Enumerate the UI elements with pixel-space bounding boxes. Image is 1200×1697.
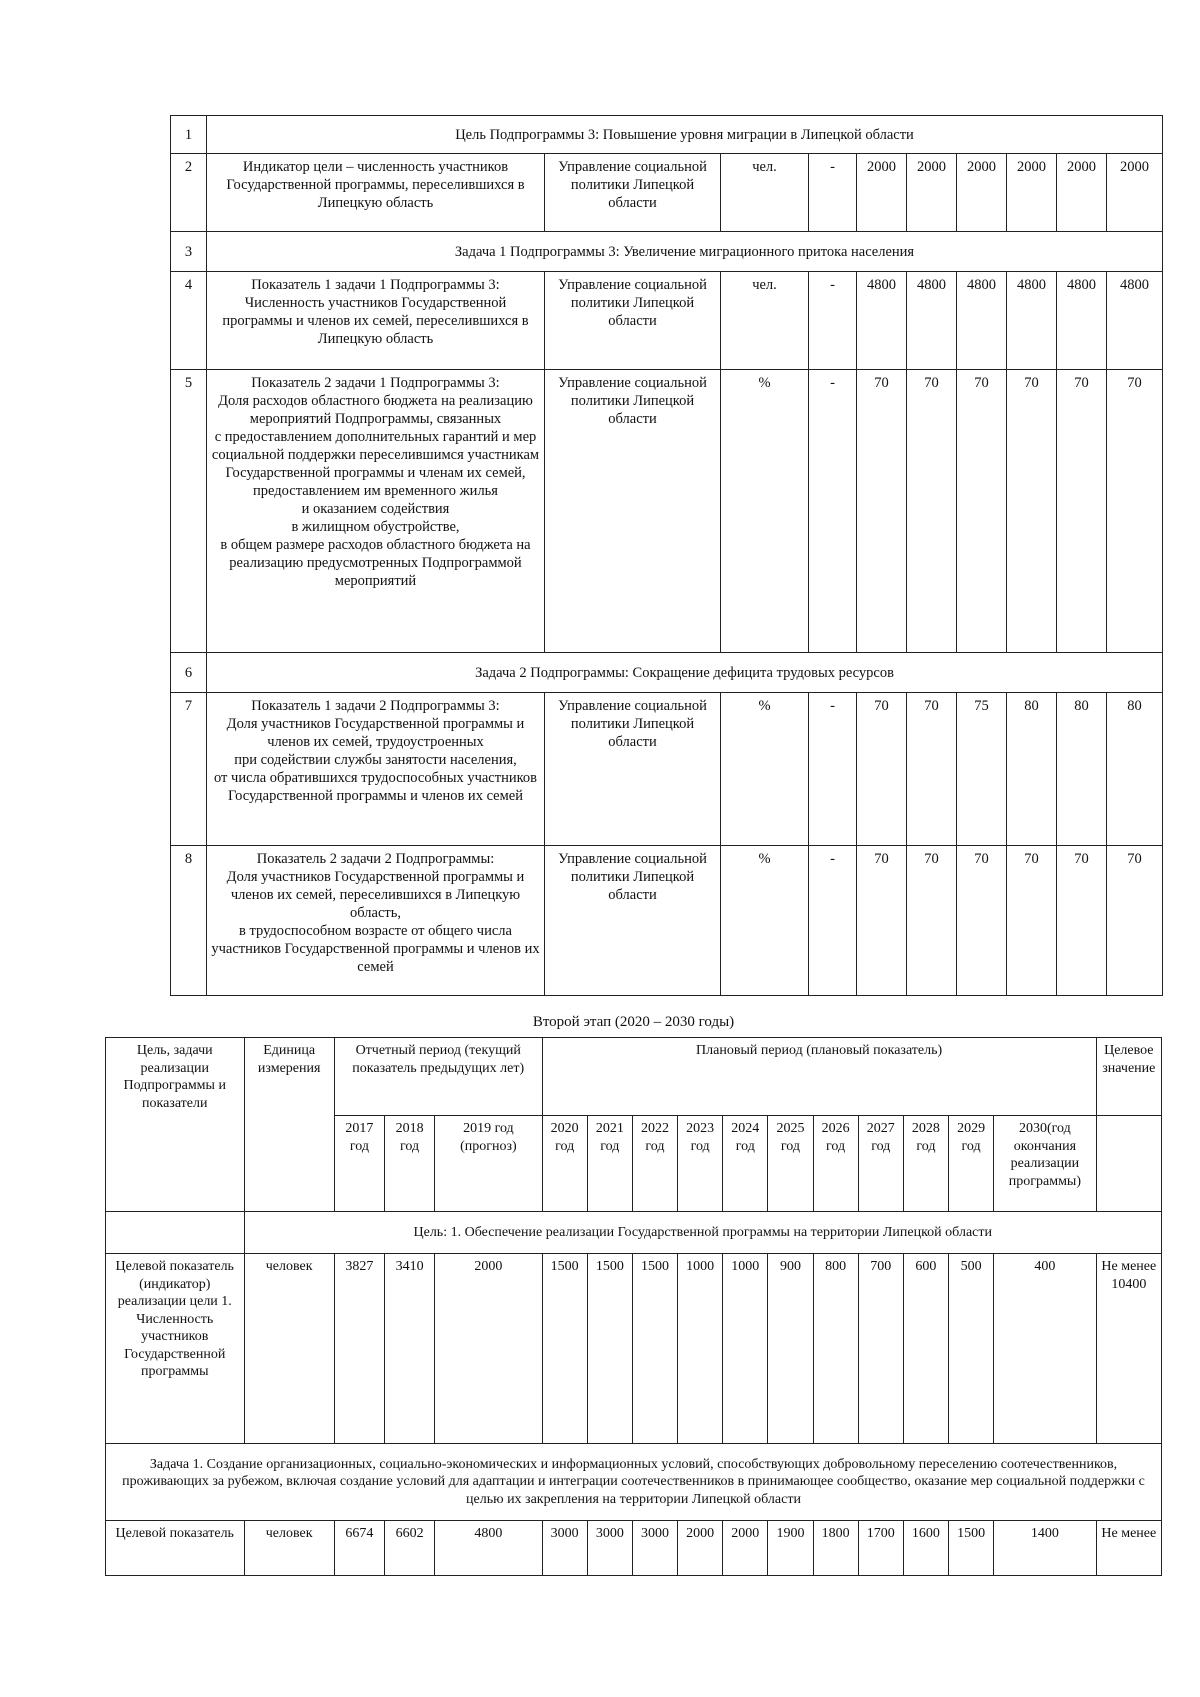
indicator-name: Показатель 1 задачи 1 Подпрограммы 3: Численность участников Государственной программы и членов их семей, переселившихся в Липецкую область <box>207 272 545 370</box>
value: 3827 <box>334 1254 384 1444</box>
year-value: 2000 <box>1057 154 1107 232</box>
value: 3410 <box>385 1254 435 1444</box>
value: 1900 <box>768 1521 813 1576</box>
row-number: 3 <box>171 232 207 272</box>
row-number: 6 <box>171 653 207 693</box>
value: 3000 <box>587 1521 632 1576</box>
table1-row <box>171 370 1163 653</box>
value: 1400 <box>994 1521 1097 1576</box>
responsible-org: Управление социальной политики Липецкой области <box>545 154 721 232</box>
unit: % <box>721 846 809 996</box>
stage2-task-text: Задача 1. Создание организационных, социально-экономических и информационных условий, способствующих добровольному переселению соотечественников, проживающих за рубежом, включая создание условий для адаптации и интеграции соотечественников в принимающее сообщество, оказание мер социальной поддержки с целью их закрепления на территории Липецкой области <box>106 1444 1162 1521</box>
responsible-org: Управление социальной политики Липецкой области <box>545 370 721 653</box>
year-header: 2023 год <box>678 1116 723 1212</box>
year-header: 2027 год <box>858 1116 903 1212</box>
stage2-task-row <box>106 1444 1162 1521</box>
year-header: 2022 год <box>632 1116 677 1212</box>
base-value: - <box>809 272 857 370</box>
year-header: 2030(год окончания реализации программы) <box>994 1116 1097 1212</box>
target-value: Не менее <box>1096 1521 1161 1576</box>
value: 900 <box>768 1254 813 1444</box>
indicator-name: Целевой показатель <box>106 1521 245 1576</box>
value: 3000 <box>542 1521 587 1576</box>
year-value: 4800 <box>1007 272 1057 370</box>
value: 600 <box>903 1254 948 1444</box>
value: 3000 <box>632 1521 677 1576</box>
year-header: 2020 год <box>542 1116 587 1212</box>
year-header: 2026 год <box>813 1116 858 1212</box>
year-header: 2028 год <box>903 1116 948 1212</box>
table1-goal-row <box>171 116 1163 154</box>
responsible-org: Управление социальной политики Липецкой области <box>545 846 721 996</box>
indicators-table-stage1 <box>170 115 1163 996</box>
empty-cell <box>106 1212 245 1254</box>
value: 1000 <box>723 1254 768 1444</box>
year-value: 70 <box>1007 370 1057 653</box>
value: 2000 <box>723 1521 768 1576</box>
indicator-name: Показатель 1 задачи 2 Подпрограммы 3: Доля участников Государственной программы и членов их семей, трудоустроенных при содействии службы занятости населения, от числа обратившихся трудоспособных участников Государственной программы и членов их семей <box>207 693 545 846</box>
year-value: 70 <box>1057 846 1107 996</box>
table1-row <box>171 272 1163 370</box>
year-value: 2000 <box>1007 154 1057 232</box>
stage2-indicator-row <box>106 1521 1162 1576</box>
value: 2000 <box>678 1521 723 1576</box>
year-value: 80 <box>1107 693 1163 846</box>
stage2-goal-text: Цель: 1. Обеспечение реализации Государственной программы на территории Липецкой области <box>244 1212 1162 1254</box>
year-header: 2029 год <box>948 1116 993 1212</box>
stage2-indicator-row <box>106 1254 1162 1444</box>
value: 6602 <box>385 1521 435 1576</box>
header-unit: Единица измерения <box>244 1038 334 1212</box>
row-number: 5 <box>171 370 207 653</box>
unit: % <box>721 693 809 846</box>
base-value: - <box>809 846 857 996</box>
year-value: 70 <box>1107 370 1163 653</box>
header-goal: Цель, задачи реализации Подпрограммы и показатели <box>106 1038 245 1212</box>
year-value: 70 <box>907 370 957 653</box>
value: 1700 <box>858 1521 903 1576</box>
year-value: 70 <box>857 846 907 996</box>
value: 4800 <box>435 1521 542 1576</box>
row-number: 1 <box>171 116 207 154</box>
value: 1500 <box>587 1254 632 1444</box>
unit: % <box>721 370 809 653</box>
year-value: 4800 <box>957 272 1007 370</box>
year-value: 70 <box>957 370 1007 653</box>
header-report-period: Отчетный период (текущий показатель предыдущих лет) <box>334 1038 542 1116</box>
table1-task-row <box>171 232 1163 272</box>
unit: чел. <box>721 272 809 370</box>
value: 1800 <box>813 1521 858 1576</box>
unit: человек <box>244 1521 334 1576</box>
year-value: 2000 <box>907 154 957 232</box>
year-value: 70 <box>957 846 1007 996</box>
indicator-name: Показатель 2 задачи 1 Подпрограммы 3: Доля расходов областного бюджета на реализацию мероприятий Подпрограммы, связанных с предоставлением дополнительных гарантий и мер социальной поддержки переселившимся участникам Государственной программы и членам их семей, предоставлением им временного жилья и оказанием содействия в жилищном обустройстве, в общем размере расходов областного бюджета на реализацию предусмотренных Подпрограммой мероприятий <box>207 370 545 653</box>
year-value: 4800 <box>857 272 907 370</box>
responsible-org: Управление социальной политики Липецкой области <box>545 693 721 846</box>
row-number: 4 <box>171 272 207 370</box>
year-value: 2000 <box>957 154 1007 232</box>
value: 1500 <box>948 1521 993 1576</box>
table1-task-row <box>171 653 1163 693</box>
base-value: - <box>809 154 857 232</box>
year-value: 80 <box>1007 693 1057 846</box>
indicators-table-stage2 <box>105 1037 1162 1576</box>
year-value: 70 <box>907 846 957 996</box>
year-header: 2025 год <box>768 1116 813 1212</box>
value: 1000 <box>678 1254 723 1444</box>
responsible-org: Управление социальной политики Липецкой области <box>545 272 721 370</box>
goal-text: Цель Подпрограммы 3: Повышение уровня миграции в Липецкой области <box>207 116 1163 154</box>
unit: человек <box>244 1254 334 1444</box>
value: 1600 <box>903 1521 948 1576</box>
value: 800 <box>813 1254 858 1444</box>
year-header: 2018 год <box>385 1116 435 1212</box>
year-header: 2021 год <box>587 1116 632 1212</box>
target-value: Не менее 10400 <box>1096 1254 1161 1444</box>
year-value: 4800 <box>1107 272 1163 370</box>
value: 1500 <box>632 1254 677 1444</box>
header-target: Целевое значение <box>1096 1038 1161 1116</box>
row-number: 7 <box>171 693 207 846</box>
indicator-name: Целевой показатель (индикатор) реализации цели 1. Численность участников Государственной программы <box>106 1254 245 1444</box>
value: 6674 <box>334 1521 384 1576</box>
year-value: 70 <box>907 693 957 846</box>
indicator-name: Показатель 2 задачи 2 Подпрограммы: Доля участников Государственной программы и членов их семей, переселившихся в Липецкую область, в трудоспособном возрасте от общего числа участников Государственной программы и членов их семей <box>207 846 545 996</box>
year-header: 2024 год <box>723 1116 768 1212</box>
value: 400 <box>994 1254 1097 1444</box>
value: 500 <box>948 1254 993 1444</box>
year-value: 2000 <box>857 154 907 232</box>
year-value: 4800 <box>1057 272 1107 370</box>
year-header: 2017 год <box>334 1116 384 1212</box>
year-value: 75 <box>957 693 1007 846</box>
row-number: 2 <box>171 154 207 232</box>
table1-row <box>171 154 1163 232</box>
table1-row <box>171 846 1163 996</box>
year-value: 70 <box>1107 846 1163 996</box>
year-value: 2000 <box>1107 154 1163 232</box>
year-value: 70 <box>857 370 907 653</box>
row-number: 8 <box>171 846 207 996</box>
value: 2000 <box>435 1254 542 1444</box>
stage2-goal-row <box>106 1212 1162 1254</box>
header-plan-period: Плановый период (плановый показатель) <box>542 1038 1096 1116</box>
indicator-name: Индикатор цели – численность участников Государственной программы, переселившихся в Липецкую область <box>207 154 545 232</box>
year-value: 70 <box>1057 370 1107 653</box>
year-header: 2019 год (прогноз) <box>435 1116 542 1212</box>
year-value: 80 <box>1057 693 1107 846</box>
value: 700 <box>858 1254 903 1444</box>
year-value: 70 <box>1007 846 1057 996</box>
target-empty <box>1096 1116 1161 1212</box>
task-text: Задача 1 Подпрограммы 3: Увеличение миграционного притока населения <box>207 232 1163 272</box>
stage2-header-row <box>106 1038 1162 1116</box>
value: 1500 <box>542 1254 587 1444</box>
table1-row <box>171 693 1163 846</box>
year-value: 70 <box>857 693 907 846</box>
task-text: Задача 2 Подпрограммы: Сокращение дефицита трудовых ресурсов <box>207 653 1163 693</box>
year-value: 4800 <box>907 272 957 370</box>
unit: чел. <box>721 154 809 232</box>
stage2-title: Второй этап (2020 – 2030 годы) <box>532 1014 735 1030</box>
base-value: - <box>809 370 857 653</box>
base-value: - <box>809 693 857 846</box>
